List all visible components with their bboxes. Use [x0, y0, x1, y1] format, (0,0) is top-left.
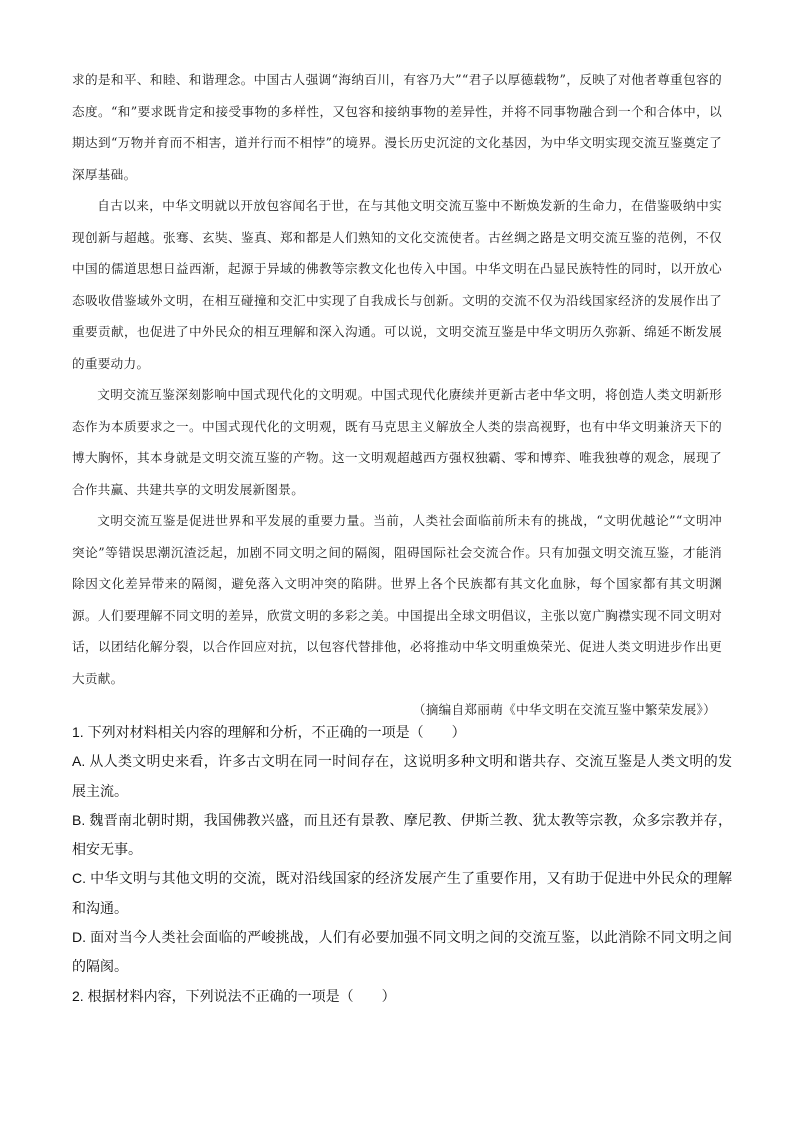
question-1-option-c: C. 中华文明与其他文明的交流，既对沿线国家的经济发展产生了重要作用，又有助于促进中外民众的理解和沟通。 [72, 870, 732, 916]
question-1-option-b: B. 魏晋南北朝时期，我国佛教兴盛，而且还有景教、摩尼教、伊斯兰教、犹太教等宗教，众多宗教并存，相安无事。 [72, 811, 732, 858]
passage-paragraph-4: 文明交流互鉴是促进世界和平发展的重要力量。当前，人类社会面临前所未有的挑战，“文明优越论”“文明冲突论”等错误思潮沉渣泛起，加剧不同文明之间的隔阂，阻碍国际社会交流合作。只有加强文明交流互鉴，才能消除因文化差异带来的隔阂，避免落入文明冲突的陷阱。世界上各个民族都有其文化血脉，每个国家都有其文明渊源。人们要理解不同文明的差异，欣赏文明的多彩之美。中国提出全球文明倡议，主张以宽广胸襟实现不同文明对话，以团结化解分裂，以合作回应对抗，以包容代替排他，必将推动中华文明重焕荣光、促进人类文明进步作出更大贡献。 [72, 513, 722, 686]
reading-passage [72, 64, 722, 726]
passage-source: （摘编自郑丽萌《中华文明在交流互鉴中繁荣发展》） [412, 702, 716, 717]
passage-paragraph-2: 自古以来，中华文明就以开放包容闻名于世，在与其他文明交流互鉴中不断焕发新的生命力，在借鉴吸纳中实现创新与超越。张骞、玄奘、鉴真、郑和都是人们熟知的文化交流使者。古丝绸之路是文明交流互鉴的范例，不仅中国的儒道思想日益西渐，起源于异域的佛教等宗教文化也传入中国。中华文明在凸显民族特性的同时，以开放心态吸收借鉴域外文明，在相互碰撞和交汇中实现了自我成长与创新。文明的交流不仅为沿线国家经济的发展作出了重要贡献，也促进了中外民众的相互理解和深入沟通。可以说，文明交流互鉴是中华文明历久弥新、绵延不断发展的重要动力。 [72, 198, 722, 371]
question-1-option-a: A. 从人类文明史来看，许多古文明在同一时间存在，这说明多种文明和谐共存、交流互鉴是人类文明的发展主流。 [72, 753, 732, 799]
question-1-stem: 1. 下列对材料相关内容的理解和分析，不正确的一项是（ ） [72, 724, 466, 740]
passage-paragraph-3: 文明交流互鉴深刻影响中国式现代化的文明观。中国式现代化赓续并更新古老中华文明，将创造人类文明新形态作为本质要求之一。中国式现代化的文明观，既有马克思主义解放全人类的崇高视野，也有中华文明兼济天下的博大胸怀，其本身就是文明交流互鉴的产物。这一文明观超越西方强权独霸、零和博弈、唯我独尊的观念，展现了合作共赢、共建共享的文明发展新图景。 [72, 387, 722, 497]
question-2-stem: 2. 根据材料内容，下列说法不正确的一项是（ ） [72, 987, 396, 1004]
passage-paragraph-1: 求的是和平、和睦、和谐理念。中国古人强调“海纳百川，有容乃大”“君子以厚德载物”，反映了对他者尊重包容的态度。“和”要求既肯定和接受事物的多样性，又包容和接纳事物的差异性，并将不同事物融合到一个和合体中，以期达到“万物并育而不相害，道并行而不相悖”的境界。漫长历史沉淀的文化基因，为中华文明实现交流互鉴奠定了深厚基础。 [72, 72, 722, 182]
question-section [72, 718, 732, 1011]
question-1-option-d: D. 面对当今人类社会面临的严峻挑战，人们有必要加强不同文明之间的交流互鉴，以此消除不同文明之间的隔阂。 [72, 929, 732, 975]
